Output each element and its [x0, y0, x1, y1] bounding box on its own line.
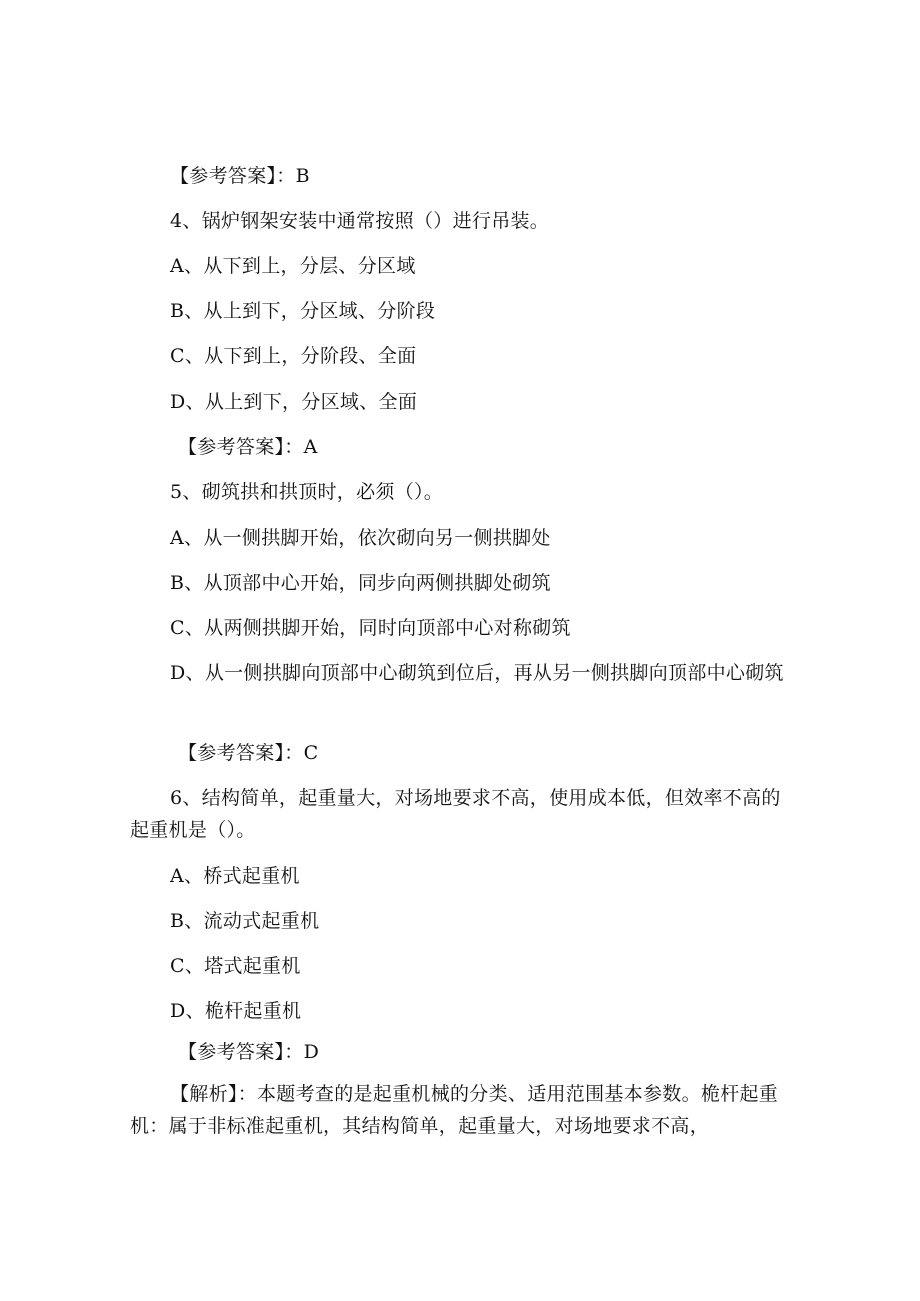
question-4: 4、锅炉钢架安装中通常按照（）进行吊装。	[170, 210, 550, 232]
q4-option-d: D、从上到下，分区域、全面	[170, 391, 418, 413]
question-6: 6、结构简单，起重量大，对场地要求不高，使用成本低，但效率不高的起重机是（）。	[130, 787, 781, 841]
q4-option-b: B、从上到下，分区域、分阶段	[170, 300, 436, 322]
q4-option-c: C、从下到上，分阶段、全面	[170, 345, 417, 367]
answer-q6: 【参考答案】：D	[178, 1041, 320, 1063]
q6-option-c: C、塔式起重机	[170, 955, 301, 977]
analysis-q6: 【解析】：本题考查的是起重机械的分类、适用范围基本参数。桅杆起重机：属于非标准起重机，其结构简单，起重量大，对场地要求不高，	[130, 1083, 779, 1137]
q4-option-a: A、从下到上，分层、分区域	[170, 255, 416, 277]
q6-option-d: D、桅杆起重机	[170, 1000, 302, 1022]
q6-option-b: B、流动式起重机	[170, 910, 320, 932]
question-5: 5、砌筑拱和拱顶时，必须（）。	[170, 481, 444, 503]
q5-option-d: D、从一侧拱脚向顶部中心砌筑到位后，再从另一侧拱脚向顶部中心砌筑	[170, 662, 784, 684]
q5-option-b: B、从顶部中心开始，同步向两侧拱脚处砌筑	[170, 572, 551, 594]
q6-option-a: A、桥式起重机	[170, 865, 300, 887]
answer-q5: 【参考答案】：C	[178, 742, 319, 764]
q5-option-c: C、从两侧拱脚开始，同时向顶部中心对称砌筑	[170, 617, 571, 639]
answer-q3: 【参考答案】：B	[170, 165, 310, 187]
q5-option-a: A、从一侧拱脚开始，依次砌向另一侧拱脚处	[170, 527, 551, 549]
answer-q4: 【参考答案】：A	[178, 436, 318, 458]
